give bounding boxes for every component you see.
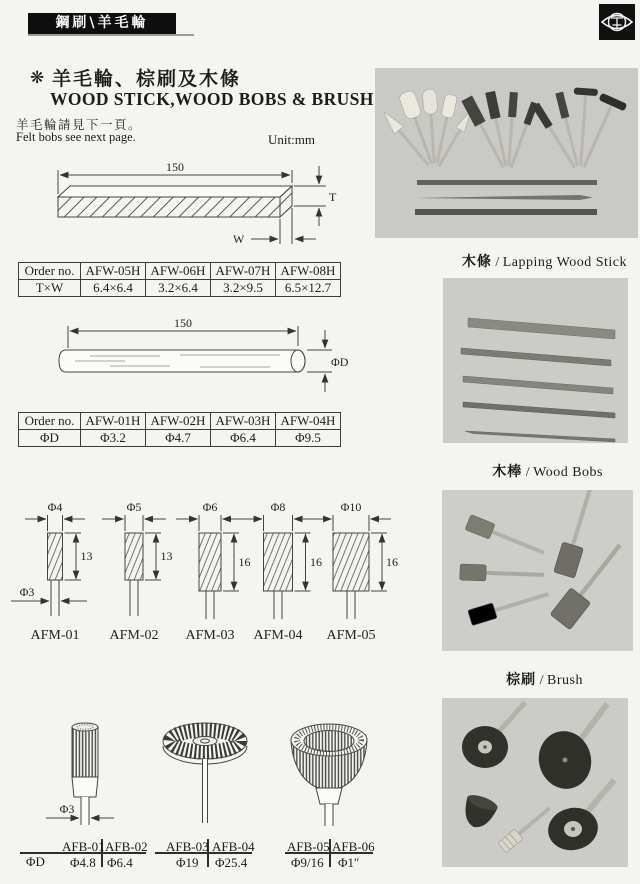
dimension-label: Φ3 [59, 802, 75, 816]
table-cell: Φ3.2 [81, 430, 146, 447]
dimension-label: 16 [310, 555, 322, 569]
cup-brush-diagram [283, 712, 378, 832]
dimension-label: Φ3 [19, 585, 35, 599]
dimension-label: Φ6 [202, 500, 218, 514]
section-label-zh: 棕刷 [506, 672, 537, 688]
section-label-en: Wood Bobs [533, 465, 603, 480]
section-label-separator: / [539, 673, 544, 688]
table-cell: 6.5×12.7 [276, 280, 341, 297]
dimension-label: 16 [386, 555, 398, 569]
flower-bullet-icon: ❋ [30, 68, 45, 88]
photo-product-assortment [375, 68, 638, 238]
model-label: AFB-01 [62, 839, 105, 854]
table-header: AFW-01H [81, 413, 146, 430]
dimension-label: Φ8 [270, 500, 286, 514]
dimension-label: Φ4 [47, 500, 63, 514]
table-cell: 3.2×9.5 [211, 280, 276, 297]
wood-rod-diagram [30, 318, 350, 398]
disc-brush-diagram [158, 715, 258, 830]
note-zh: 羊毛輪請見下一頁。 [16, 117, 143, 132]
table-row-label: ΦD [19, 430, 81, 447]
company-logo-icon [599, 4, 635, 40]
dimension-label: 13 [160, 549, 173, 563]
table-header: AFW-06H [146, 263, 211, 280]
table-cell: Φ4.7 [146, 430, 211, 447]
table-cell: Φ6.4 [107, 855, 133, 870]
dimension-label: T [329, 190, 337, 204]
dimension-label: 150 [174, 318, 192, 330]
table-cell: Φ6.4 [211, 430, 276, 447]
dimension-label: Φ10 [340, 500, 362, 514]
model-label: AFM-04 [253, 628, 303, 643]
model-label: AFB-02 [105, 839, 148, 854]
unit-label: Unit:mm [268, 132, 315, 147]
wood-stick-table [18, 262, 341, 297]
note-en: Felt bobs see next page. [16, 130, 136, 144]
category-tag: 鋼刷\羊毛輪 [28, 13, 176, 34]
page-title-en: WOOD STICK,WOOD BOBS & BRUSH [50, 89, 374, 109]
model-label: AFB-03 [166, 839, 209, 854]
table-cell: Φ19 [176, 855, 199, 870]
table-header: Order no. [19, 263, 81, 280]
table-cell: Φ9/16 [291, 855, 324, 870]
table-cell: 6.4×6.4 [81, 280, 146, 297]
model-label: AFB-05 [287, 839, 330, 854]
dimension-label: 13 [80, 549, 93, 563]
photo-brushes [442, 698, 628, 867]
table-row-label: ΦD [26, 854, 45, 869]
section-label-brush [383, 669, 583, 689]
table-header: AFW-07H [211, 263, 276, 280]
model-label: AFB-06 [332, 839, 375, 854]
section-label-en: Lapping Wood Stick [502, 255, 627, 270]
table-header: AFW-02H [146, 413, 211, 430]
photo-lapping-wood-sticks [443, 278, 628, 443]
dimension-label: Φ5 [126, 500, 142, 514]
table-header: AFW-04H [276, 413, 341, 430]
wood-bob-diagram-afm-05 [306, 498, 406, 648]
dimension-label: W [233, 232, 245, 246]
tag-underline [28, 34, 194, 36]
model-label: AFM-01 [30, 628, 80, 643]
table-cell: Φ1″ [338, 855, 360, 870]
section-label-wood-bobs [403, 461, 603, 481]
dimension-label: ΦD [331, 355, 349, 369]
section-label-separator: / [495, 255, 500, 270]
model-label: AFB-04 [212, 839, 255, 854]
table-cell: Φ4.8 [70, 855, 96, 870]
table-cell: Φ25.4 [215, 855, 248, 870]
model-label: AFM-05 [326, 628, 376, 643]
dimension-label: 16 [238, 555, 251, 569]
section-label-separator: / [525, 465, 530, 480]
table-header: Order no. [19, 413, 81, 430]
table-header: AFW-03H [211, 413, 276, 430]
table-cell: 3.2×6.4 [146, 280, 211, 297]
dimension-label: 150 [166, 160, 184, 174]
model-label: AFM-02 [109, 628, 159, 643]
page-title-zh: 羊毛輪、棕刷及木條 [52, 68, 242, 90]
table-header: AFW-08H [276, 263, 341, 280]
table-header: AFW-05H [81, 263, 146, 280]
section-label-zh: 木棒 [492, 464, 523, 480]
section-label-wood-stick [427, 251, 627, 271]
photo-wood-bobs [442, 490, 633, 651]
wood-stick-diagram [20, 158, 350, 253]
table-cell: Φ9.5 [276, 430, 341, 447]
wood-rod-table [18, 412, 341, 447]
model-label: AFM-03 [185, 628, 235, 643]
section-label-en: Brush [547, 673, 583, 688]
section-label-zh: 木條 [461, 254, 492, 270]
table-row-label: T×W [19, 280, 81, 297]
cylinder-brush-diagram [40, 715, 130, 830]
